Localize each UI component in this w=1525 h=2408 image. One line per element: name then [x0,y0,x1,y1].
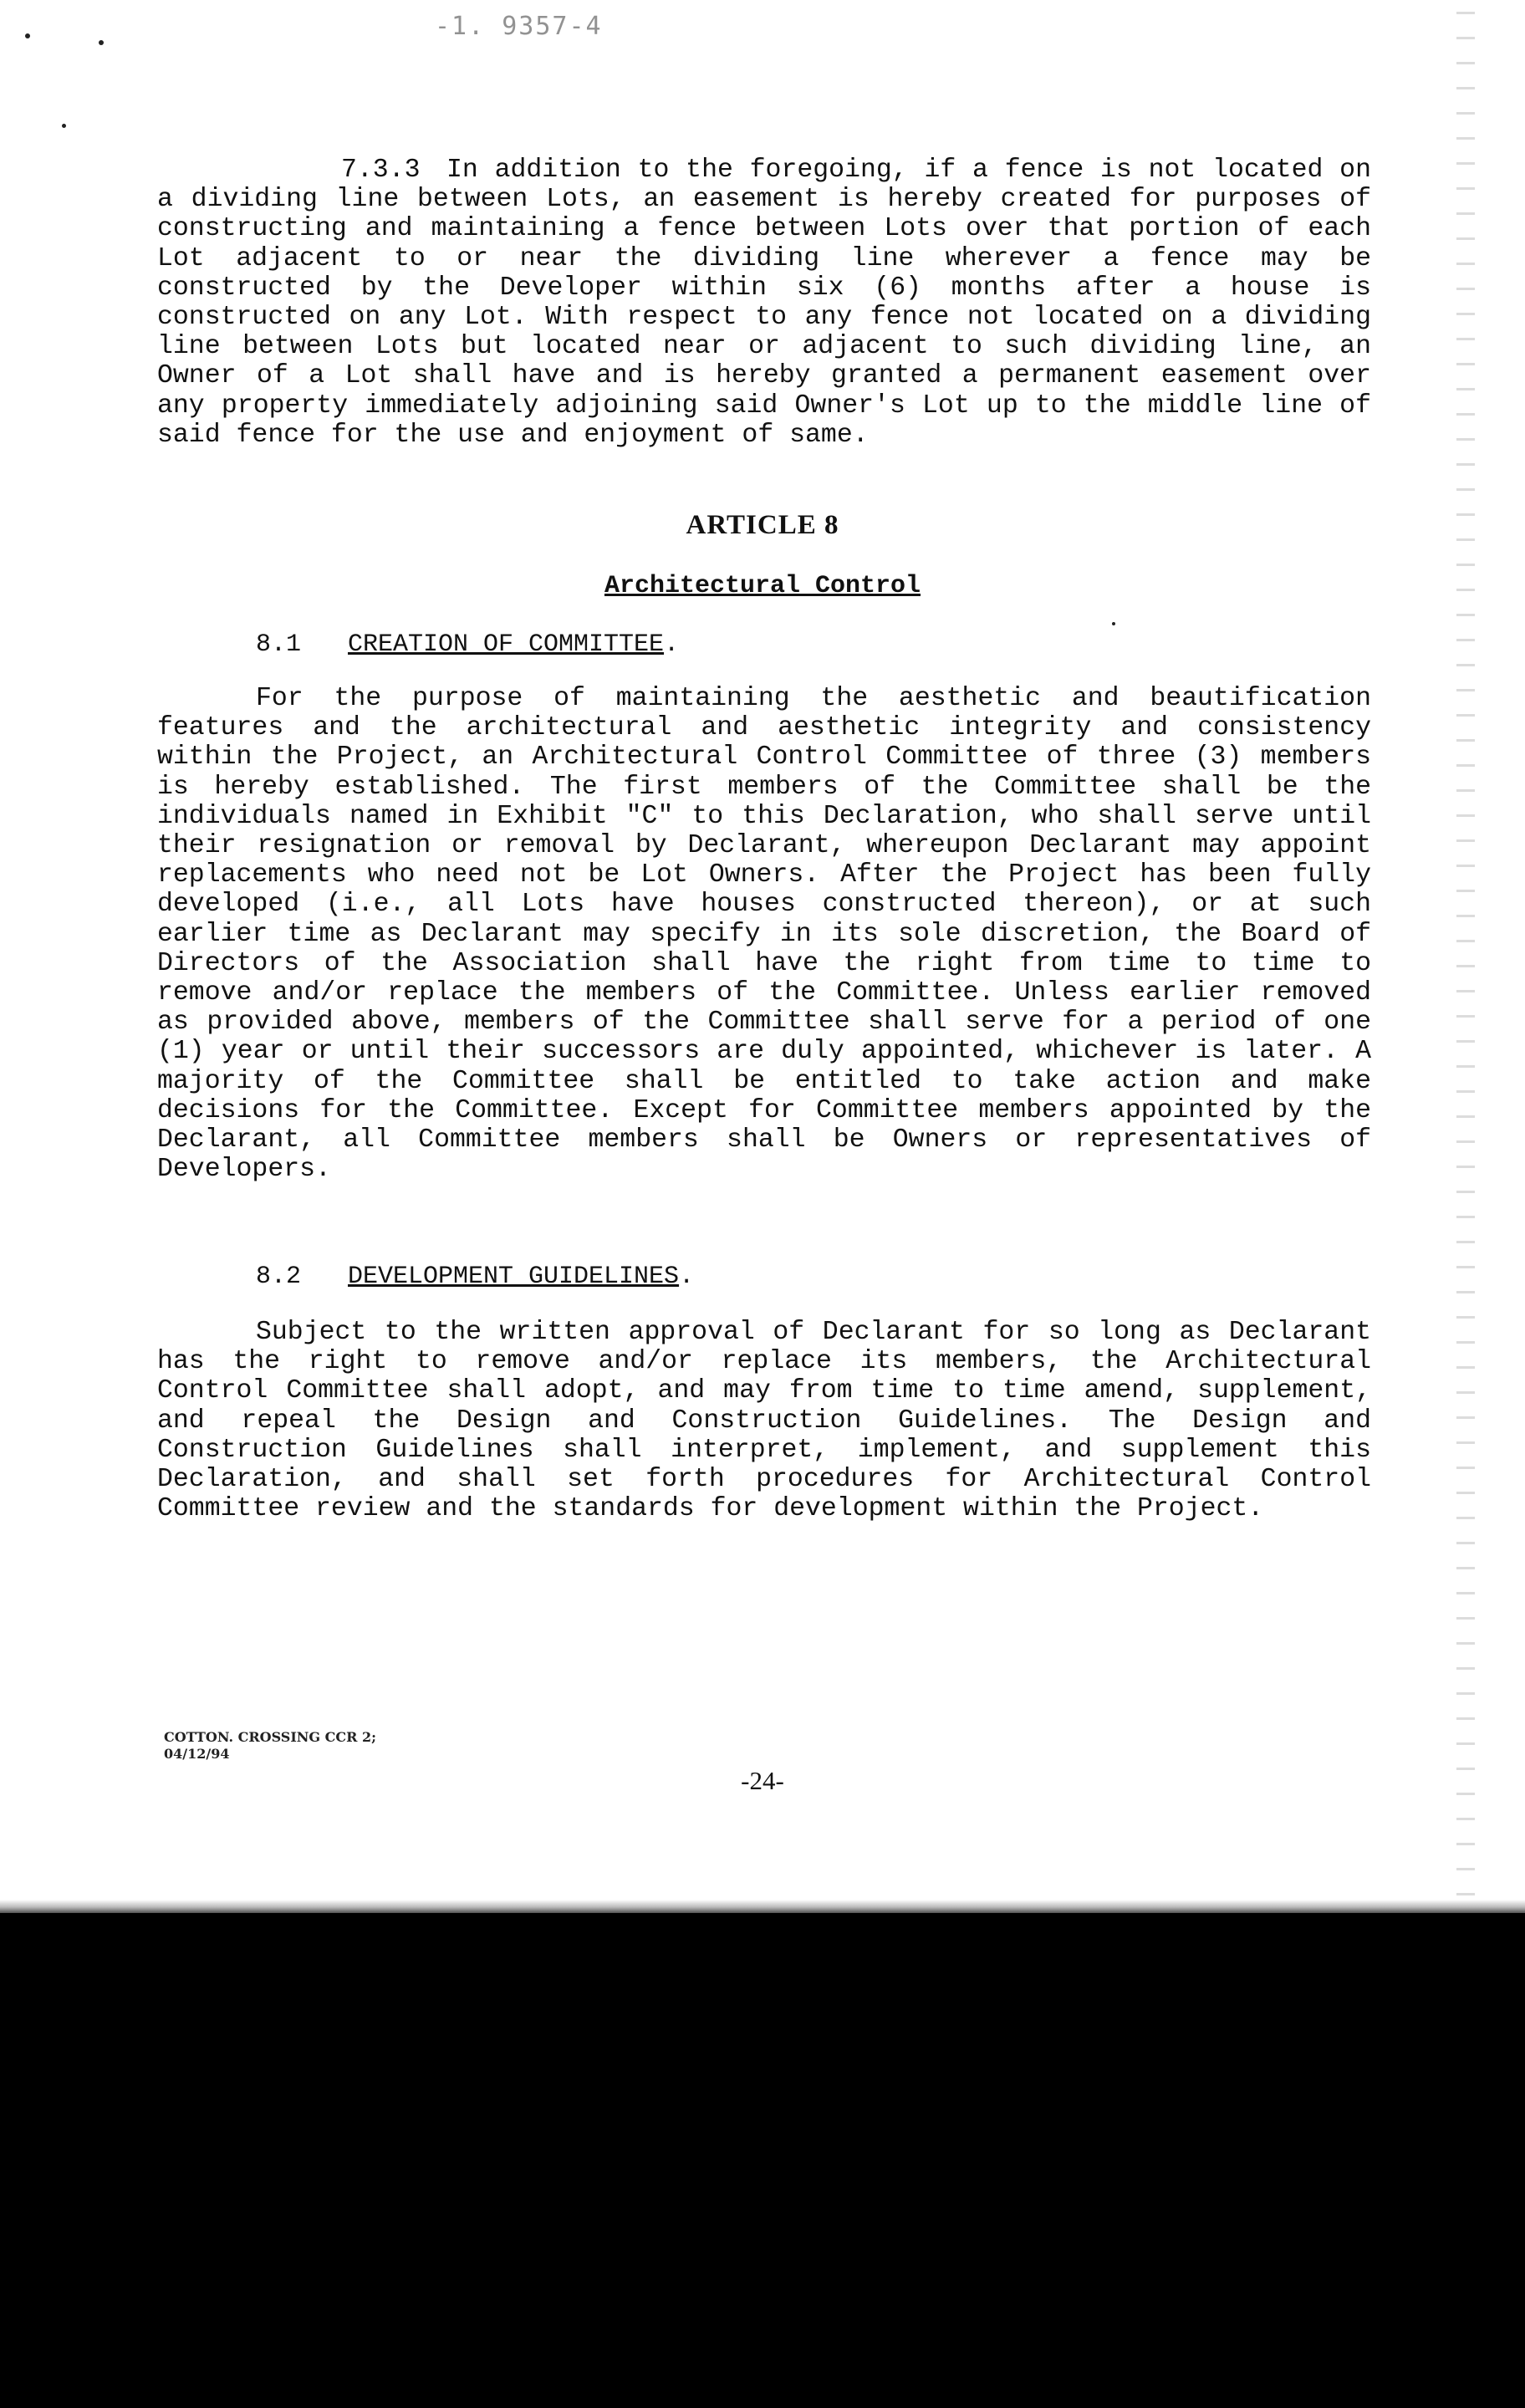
paragraph-text: In addition to the foregoing, if a fence is not located on a dividing line between Lots, an easement is hereby created for purposes of constructing and maintaining a fence between Lots over that portion of each Lot adjacent to or near the dividing line wherever a fence may be constructed by the Developer within six (6) months after a house is constructed on any Lot. With respect to any fence not located on a dividing line between Lots but located near or adjacent to such dividing line, an Owner of a Lot shall have and is hereby granted a permanent easement over any property immediately adjoining said Owner's Lot up to the middle line of said fence for the use and enjoyment of same. [157,156,1371,450]
scan-speck [1112,622,1115,625]
footer-doc-info [164,1729,376,1763]
scan-black-margin [0,1913,1525,2408]
section-body: Subject to the written approval of Declarant for so long as Declarant has the right to remove and/or replace its members, the Architectural Control Committee shall adopt, and may from time to time amend, supplement, and repeal the Design and Construction Guidelines. The Design and Construction Guidelines shall interpret, implement, and supplement this Declaration, and shall set forth procedures for Architectural Control Committee review and the standards for development within the Project. [157,1318,1371,1524]
section-8-2-text [157,1318,1371,1523]
section-title: CREATION OF COMMITTEE [348,630,665,659]
section-8-1-text [157,684,1371,1184]
footer-doc-id: COTTON. CROSSING CCR 2; [164,1729,377,1745]
section-heading-8-2: 8.2 DEVELOPMENT GUIDELINES. [256,1263,695,1291]
scan-speck [25,33,30,38]
article-heading: ARTICLE 8 [686,510,839,540]
section-title: DEVELOPMENT GUIDELINES [348,1263,680,1291]
scan-speck [99,40,104,45]
page-number: -24- [741,1766,784,1795]
section-number: 8.1 [256,630,302,659]
section-number: 8.2 [256,1263,302,1291]
recording-stamp: -1. 9357-4 [435,12,603,41]
paragraph-7-3-3 [157,156,1371,450]
scan-speck [62,124,66,128]
paragraph-number: 7.3.3 [341,156,421,185]
section-body: For the purpose of maintaining the aesthetic and beautification features and the architectural and aesthetic integrity and consistency within the Project, an Architectural Control Committee of three (3) members is hereby established. The first members of the Committee shall be the individuals named in Exhibit "C" to this Declaration, who shall serve until their resignation or removal by Declarant, whereupon Declarant may appoint replacements who need not be Lot Owners. After the Project has been fully developed (i.e., all Lots have houses constructed thereon), or at such earlier time as Declarant may specify in its sole discretion, the Board of Directors of the Association shall have the right from time to time to remove and/or replace the members of the Committee. Unless earlier removed as provided above, members of the Committee shall serve for a period of one (1) year or until their successors are duly appointed, whichever is later. A majority of the Committee shall be entitled to take action and make decisions for the Committee. Except for Committee members appointed by the Declarant, all Committee members shall be Owners or representatives of Developers. [157,684,1371,1185]
section-heading-8-1: 8.1 CREATION OF COMMITTEE. [256,630,680,659]
footer-date: 04/12/94 [164,1746,230,1762]
article-title: Architectural Control [604,572,921,600]
scan-edge-artifact [1456,0,1475,1906]
